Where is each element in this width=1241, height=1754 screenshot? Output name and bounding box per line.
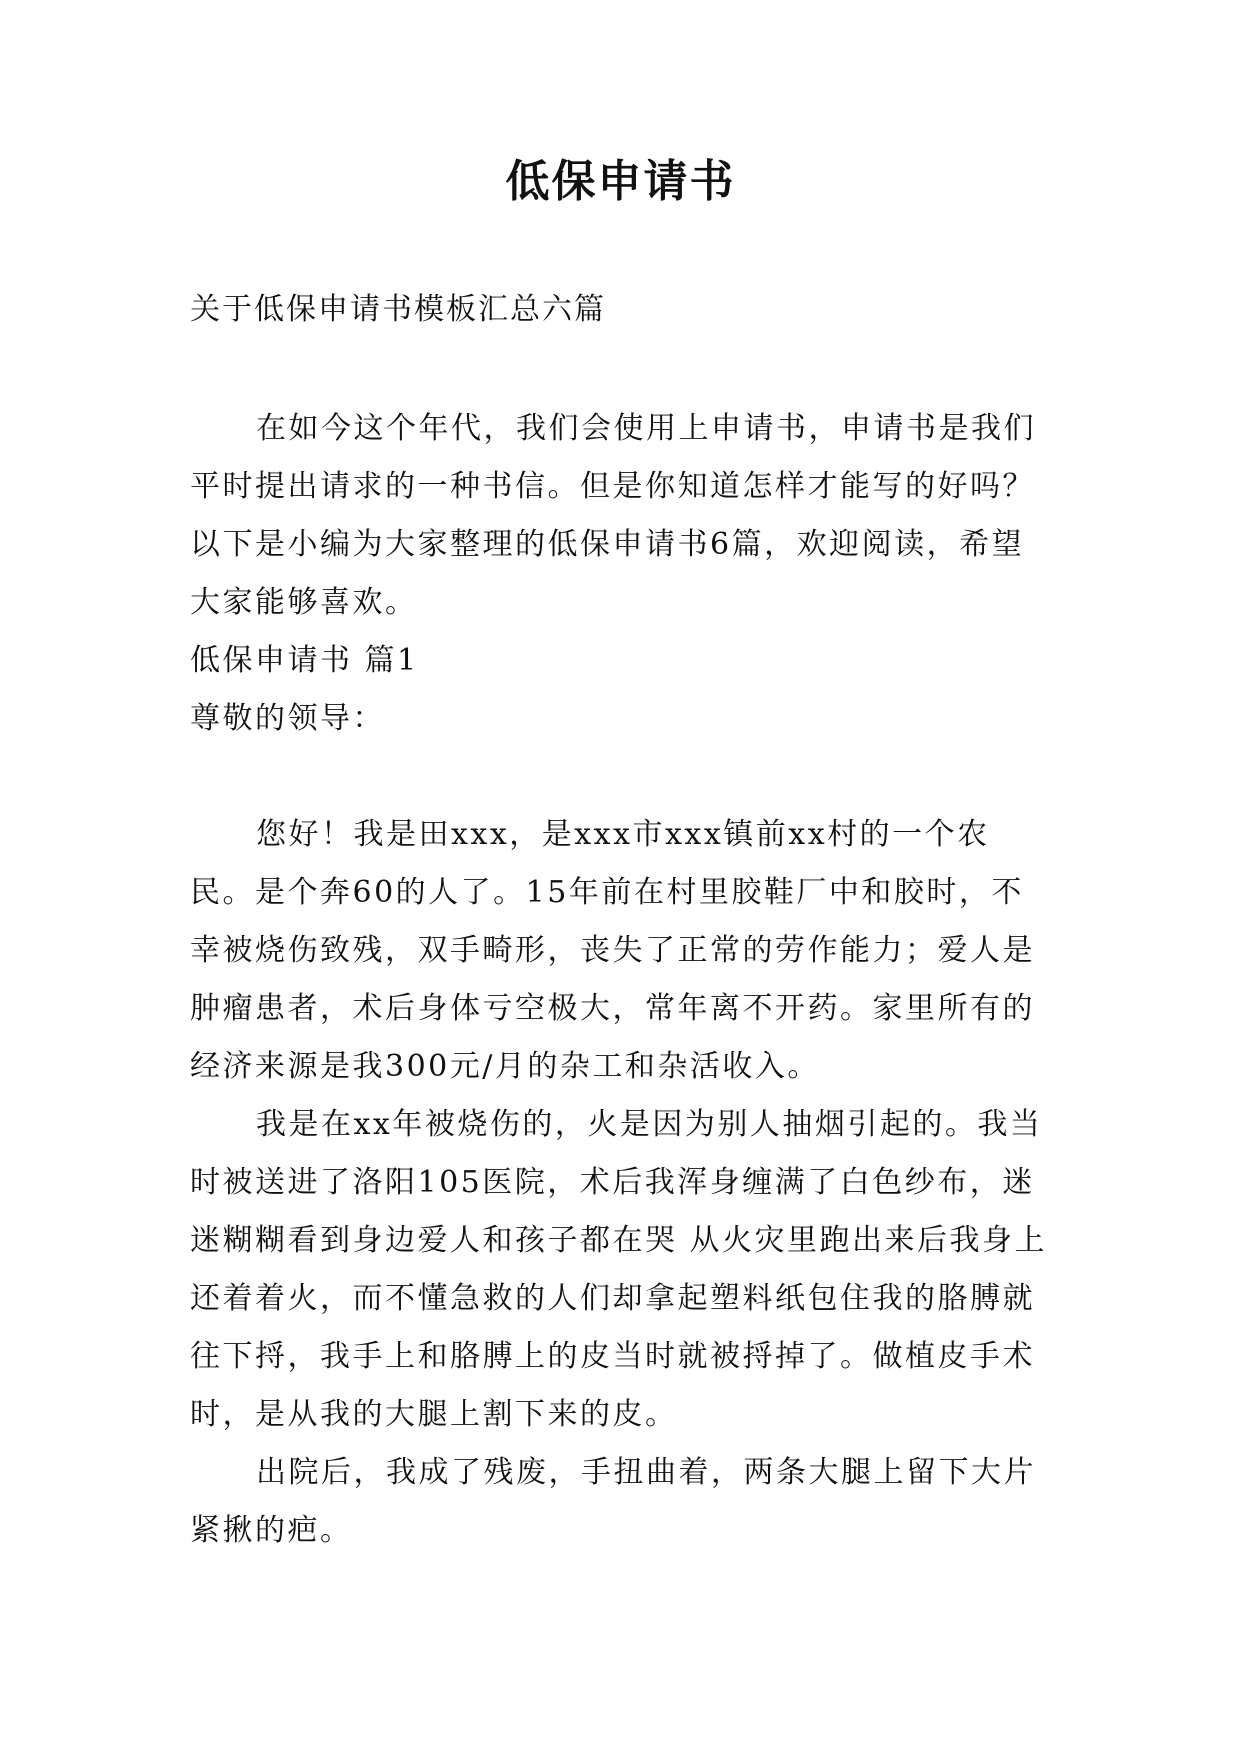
document-body: [190, 400, 1050, 1560]
body-paragraph: 您好！我是田xxx，是xxx市xxx镇前xx村的一个农民。是个奔60的人了。15年前在村里胶鞋厂中和胶时，不幸被烧伤致残，双手畸形，丧失了正常的劳作能力；爱人是肿瘤患者，术后身体亏空极大，常年离不开药。家里所有的经济来源是我300元/月的杂工和杂活收入。: [190, 817, 1035, 1084]
body-paragraph: 出院后，我成了残废，手扭曲着，两条大腿上留下大片紧揪的疤。: [190, 1455, 1036, 1548]
document-title: 低保申请书: [505, 156, 736, 207]
document-subtitle: 关于低保申请书模板汇总六篇: [190, 292, 606, 327]
intro-paragraph: 在如今这个年代，我们会使用上申请书，申请书是我们平时提出请求的一种书信。但是你知道怎样才能写的好吗？以下是小编为大家整理的低保申请书6篇，欢迎阅读，希望大家能够喜欢。: [190, 411, 1036, 620]
section-heading: 低保申请书 篇1: [190, 643, 419, 678]
spacer: [190, 748, 1050, 806]
body-paragraph: 我是在xx年被烧伤的，火是因为别人抽烟引起的。我当时被送进了洛阳105医院，术后我浑身缠满了白色纱布，迷迷糊糊看到身边爱人和孩子都在哭 从火灾里跑出来后我身上还着着火，而不懂急救的人们却拿起塑料纸包住我的胳膊就往下捋，我手上和胳膊上的皮当时就被捋掉了。做植皮手术时，是从我的大腿上割下来的皮。: [190, 1107, 1048, 1432]
salutation: 尊敬的领导：: [190, 701, 385, 736]
